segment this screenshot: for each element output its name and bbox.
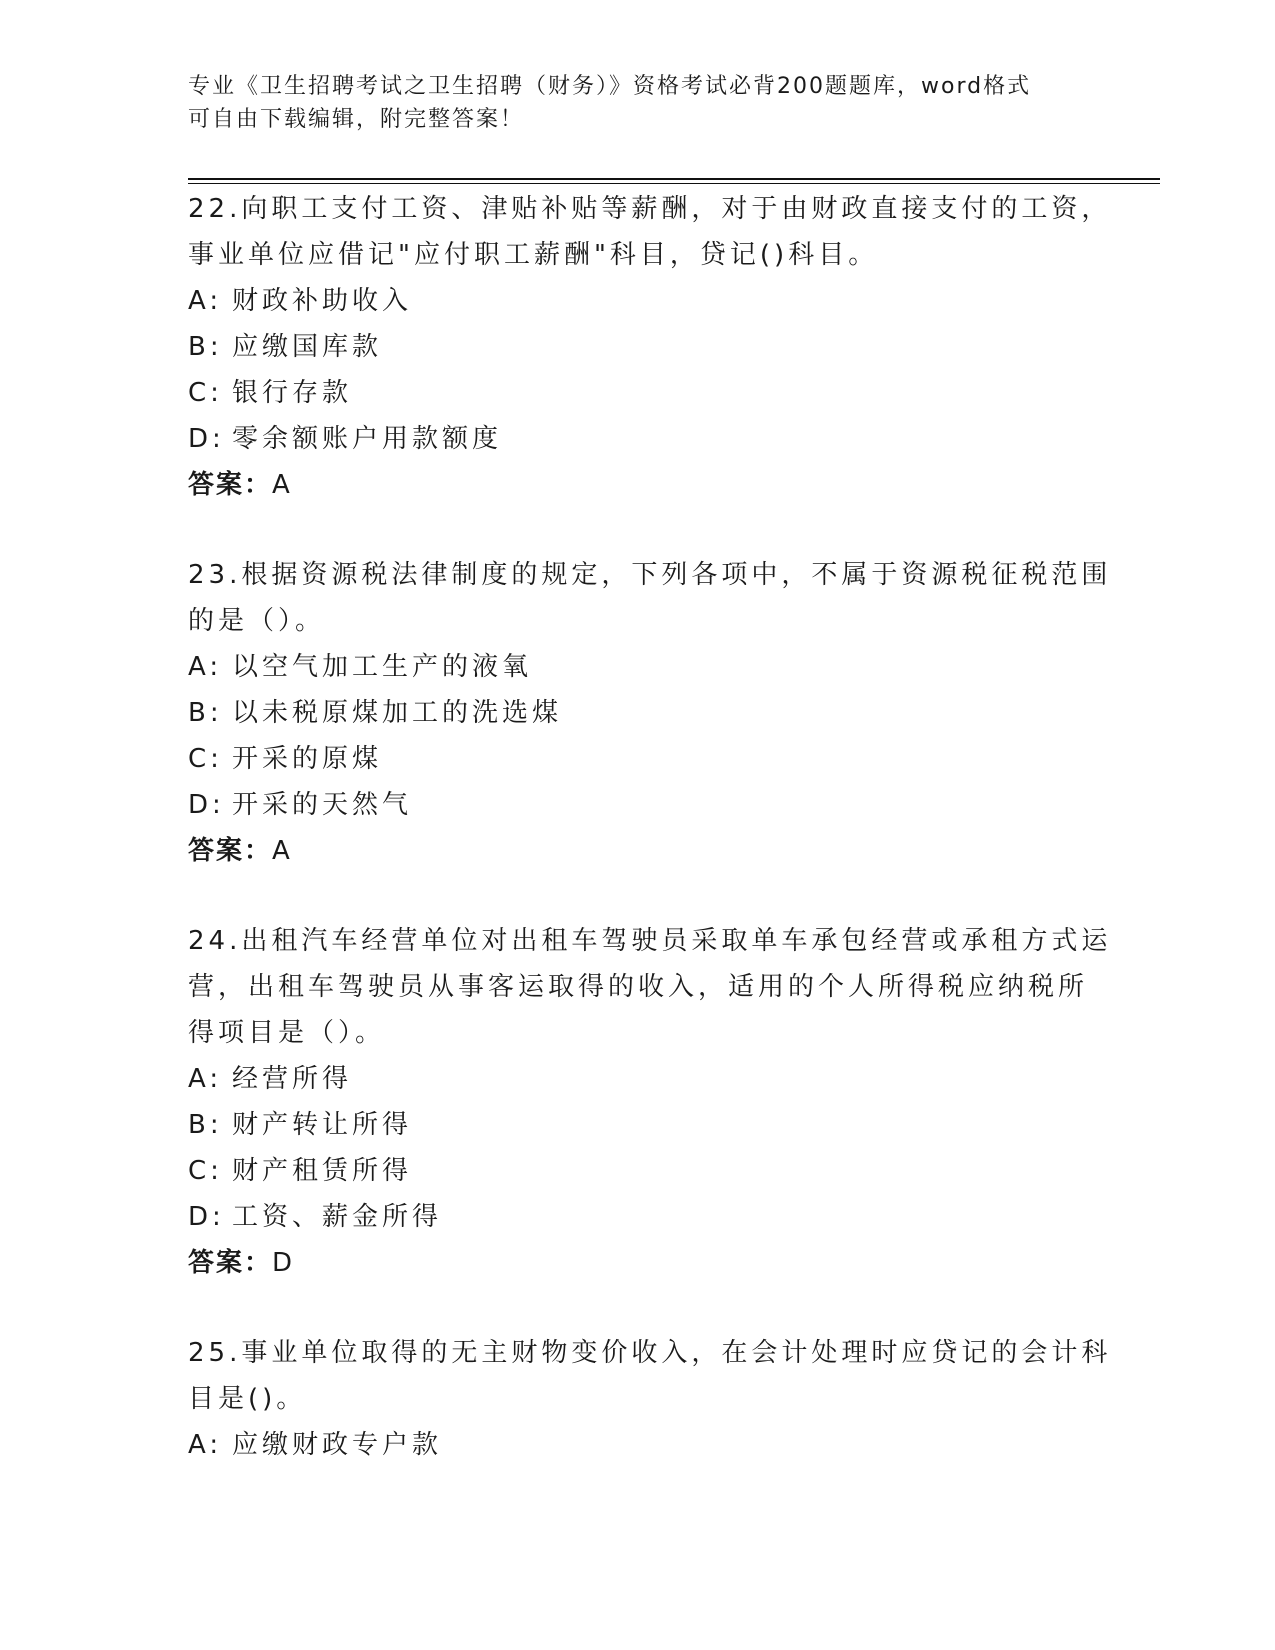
question-spacer [188, 1286, 1108, 1330]
option-text: 应缴国库款 [232, 332, 383, 362]
option-text: 银行存款 [232, 378, 353, 408]
header-divider-thin [188, 183, 1160, 184]
option-text: 开采的天然气 [232, 790, 413, 820]
answer-value: D [272, 1248, 297, 1278]
option-letter: A: [188, 652, 223, 682]
option-letter: B: [188, 698, 223, 728]
question-text: 25.事业单位取得的无主财物变价收入，在会计处理时应贷记的会计科 [188, 1338, 1112, 1368]
question-text: 24.出租汽车经营单位对出租车驾驶员采取单车承包经营或承租方式运 [188, 926, 1112, 956]
option-b [188, 690, 1108, 736]
option-a [188, 644, 1108, 690]
answer-label: 答案： [188, 836, 273, 866]
option-letter: C: [188, 744, 223, 774]
option-d [188, 1194, 1108, 1240]
question-block-22 [188, 186, 1112, 508]
option-text: 以空气加工生产的液氧 [232, 652, 533, 682]
option-text: 财产转让所得 [232, 1110, 413, 1140]
answer-line [188, 1240, 1108, 1286]
option-text: 经营所得 [232, 1064, 353, 1094]
option-a [188, 278, 1108, 324]
answer-label: 答案： [188, 1248, 273, 1278]
question-text: 22.向职工支付工资、津贴补贴等薪酬，对于由财政直接支付的工资， [188, 194, 1112, 224]
option-text: 财产租赁所得 [232, 1156, 413, 1186]
question-text: 23.根据资源税法律制度的规定，下列各项中，不属于资源税征税范围 [188, 560, 1112, 590]
question-text: 目是()。 [188, 1384, 307, 1414]
question-block-24 [188, 918, 1112, 1286]
document-header [188, 70, 1088, 136]
option-b [188, 324, 1108, 370]
question-spacer [188, 874, 1108, 918]
option-d [188, 416, 1108, 462]
option-d [188, 782, 1108, 828]
question-spacer [188, 508, 1108, 552]
option-b [188, 1102, 1108, 1148]
option-text: 零余额账户用款额度 [232, 424, 503, 454]
question-block-23 [188, 552, 1112, 874]
answer-value: A [272, 470, 294, 500]
question-list [188, 186, 1112, 1468]
option-letter: C: [188, 1156, 223, 1186]
option-c [188, 736, 1108, 782]
option-a [188, 1422, 1108, 1468]
option-letter: A: [188, 1430, 223, 1460]
answer-line [188, 828, 1108, 874]
option-letter: C: [188, 378, 223, 408]
answer-label: 答案： [188, 470, 273, 500]
header-line-1: 专业《卫生招聘考试之卫生招聘（财务）》资格考试必背200题题库，word格式 [188, 74, 1032, 99]
option-text: 应缴财政专户款 [232, 1430, 443, 1460]
option-text: 开采的原煤 [232, 744, 383, 774]
question-text: 营，出租车驾驶员从事客运取得的收入，适用的个人所得税应纳税所 [188, 972, 1089, 1002]
question-text: 事业单位应借记"应付职工薪酬"科目，贷记()科目。 [188, 240, 879, 270]
option-c [188, 1148, 1108, 1194]
option-letter: D: [188, 790, 225, 820]
option-letter: B: [188, 332, 223, 362]
option-text: 工资、薪金所得 [232, 1202, 443, 1232]
header-divider-thick [188, 178, 1160, 180]
question-text: 的是（）。 [188, 606, 326, 636]
header-line-2: 可自由下载编辑，附完整答案！ [188, 107, 525, 132]
answer-value: A [272, 836, 294, 866]
option-letter: D: [188, 424, 225, 454]
option-letter: A: [188, 1064, 223, 1094]
option-c [188, 370, 1108, 416]
question-block-25 [188, 1330, 1112, 1468]
question-text: 得项目是（）。 [188, 1018, 386, 1048]
option-letter: A: [188, 286, 223, 316]
option-letter: D: [188, 1202, 225, 1232]
option-letter: B: [188, 1110, 223, 1140]
answer-line [188, 462, 1108, 508]
option-text: 以未税原煤加工的洗选煤 [232, 698, 563, 728]
option-text: 财政补助收入 [232, 286, 413, 316]
option-a [188, 1056, 1108, 1102]
